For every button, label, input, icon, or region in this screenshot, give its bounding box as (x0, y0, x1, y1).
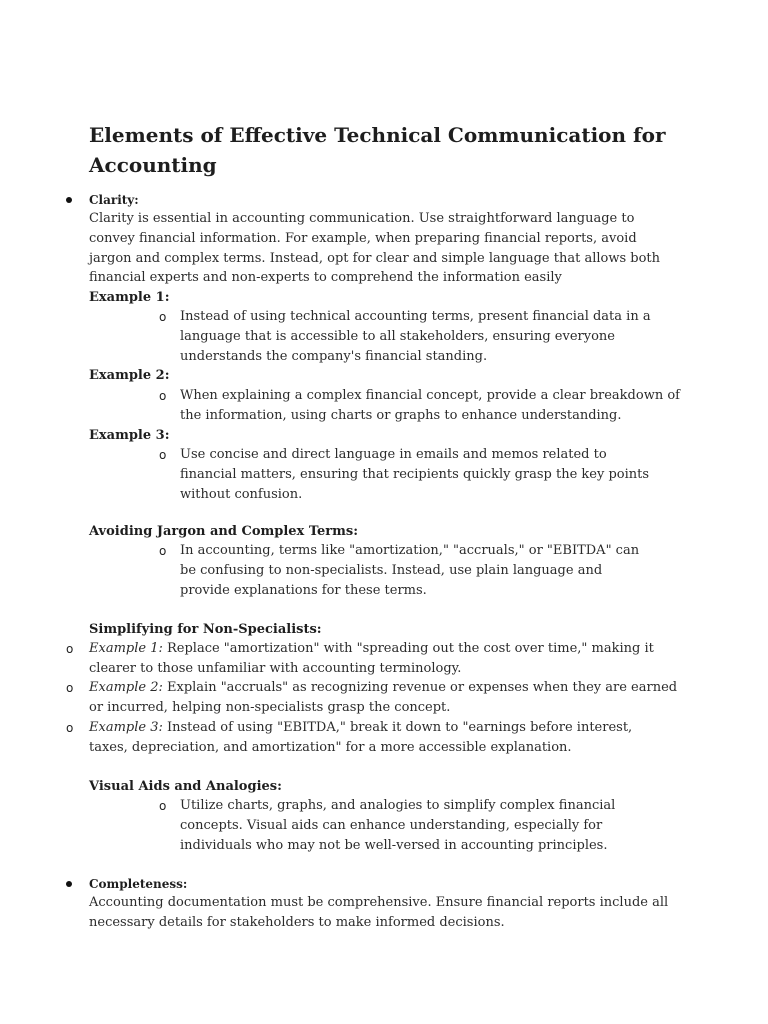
simplifying-item-2-label: Example 2: (89, 680, 163, 695)
clarity-example-3-text: Use concise and direct language in emails and memos related to financial matters, ensuring that recipients quickly grasp the key points without confusion. (180, 447, 650, 502)
clarity-example-1-text: Instead of using technical accounting terms, present financial data in a language that is accessible to all stakeholders, ensuring everyone understands the company's financial standing. (180, 309, 651, 364)
simplifying-item-3-text: Instead of using "EBITDA," break it down to "earnings before interest, taxes, depreciation, and amortization" for a more accessible explanation. (89, 720, 633, 755)
clarity-example-2-text: When explaining a complex financial concept, provide a clear breakdown of the information, using charts or graphs to enhance understanding. (180, 388, 680, 423)
simplifying-item-2 (89, 678, 684, 718)
bullet-o-icon: o (159, 799, 167, 813)
visual-heading: Visual Aids and Analogies: (89, 779, 282, 794)
bullet-o-icon: o (66, 642, 74, 656)
clarity-heading: Clarity: (89, 193, 139, 207)
simplifying-item-1-text: Replace "amortization" with "spreading out the cost over time," making it clearer to those unfamiliar with accounting terminology. (89, 641, 654, 676)
simplifying-heading: Simplifying for Non-Specialists: (89, 622, 322, 637)
completeness-heading: Completeness: (89, 877, 188, 891)
simplifying-item-3-label: Example 3: (89, 720, 163, 735)
jargon-heading: Avoiding Jargon and Complex Terms: (89, 524, 358, 539)
bullet-o-icon: o (159, 310, 167, 324)
page-title: Elements of Effective Technical Communication for Accounting (89, 123, 666, 177)
clarity-example-2-label: Example 2: (89, 368, 170, 383)
bullet-o-icon: o (66, 681, 74, 695)
bullet-o-icon: o (159, 544, 167, 558)
clarity-example-3-label: Example 3: (89, 428, 170, 443)
bullet-o-icon: o (66, 721, 74, 735)
completeness-text: Accounting documentation must be comprehensive. Ensure financial reports include all necessary details for stakeholders to make informed decisions. (89, 895, 669, 930)
simplifying-item-2-text: Explain "accruals" as recognizing revenue or expenses when they are earned or incurred, helping non-specialists grasp the concept. (89, 680, 678, 715)
clarity-intro: Clarity is essential in accounting communication. Use straightforward language to convey financial information. For example, when preparing financial reports, avoid jargon and complex terms. Instead, opt for clear and simple language that allows both financial experts and non-experts to comprehend the information easily (89, 211, 661, 286)
clarity-example-1-label: Example 1: (89, 290, 170, 305)
bullet-dot-clarity (66, 197, 72, 203)
bullet-o-icon: o (159, 448, 167, 462)
jargon-text: In accounting, terms like "amortization," "accruals," or "EBITDA" can be confusing to non-specialists. Instead, use plain language and provide explanations for these terms. (180, 543, 640, 598)
bullet-dot-completeness (66, 881, 72, 887)
simplifying-item-1 (89, 639, 664, 679)
visual-text: Utilize charts, graphs, and analogies to simplify complex financial concepts. Visual aids can enhance understanding, especially for individuals who may not be well-versed in accounting principles. (180, 798, 616, 853)
bullet-o-icon: o (159, 389, 167, 403)
simplifying-item-3 (89, 718, 659, 758)
simplifying-item-1-label: Example 1: (89, 641, 163, 656)
